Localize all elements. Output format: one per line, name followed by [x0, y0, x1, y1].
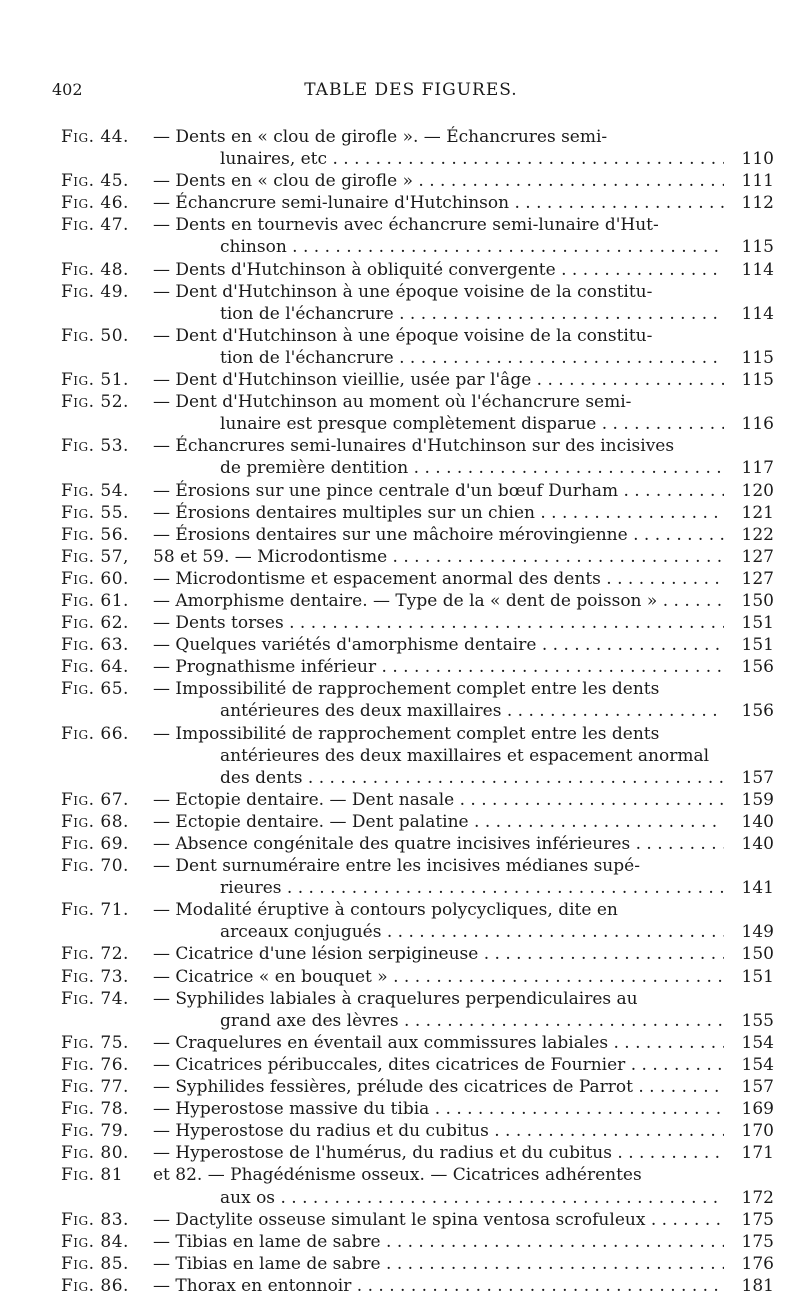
page-reference: 115 [741, 347, 774, 368]
page-reference: 115 [741, 370, 774, 391]
entry-caption: — Cicatrice « en bouquet » . . . [153, 966, 724, 988]
entry-line [61, 1054, 774, 1076]
figure-label: Fig. 62. [61, 613, 129, 634]
entry-line [61, 435, 774, 457]
entry-caption: — Hyperostose de l'humérus, du radius et du cubitus . . . [153, 1142, 724, 1164]
page-reference: 176 [741, 1253, 774, 1274]
entry-caption: — Dents en « clou de girofle ». — Échancrures semi- [153, 127, 608, 147]
entry-line [61, 1209, 774, 1231]
figure-entry [61, 1120, 774, 1142]
entry-caption: — Impossibilité de rapprochement complet entre les dents [153, 723, 660, 744]
page-reference: 169 [741, 1099, 774, 1120]
entry-caption: — Dent d'Hutchinson à une époque voisine de la constitu- [153, 325, 653, 346]
entry-caption: 58 et 59. — Microdontisme . . . [153, 546, 724, 568]
entry-caption: — Érosions dentaires sur une mâchoire mérovingienne . . . [153, 524, 724, 546]
page-reference: 156 [741, 701, 774, 722]
entry-caption: — Microdontisme et espacement anormal des dents . . . [153, 568, 724, 590]
entry-line [61, 303, 774, 325]
page-reference: 111 [741, 171, 774, 192]
figure-entry [61, 789, 774, 811]
entry-line [61, 214, 774, 236]
figure-label: Fig. 47. [61, 215, 129, 236]
entry-caption: — Tibias en lame de sabre . . . [153, 1231, 724, 1253]
entry-caption: — Dent d'Hutchinson au moment où l'échancrure semi- [153, 392, 632, 413]
figure-entry [61, 1209, 774, 1231]
entry-caption: — Dents torses . . . [153, 612, 724, 634]
page-reference: 151 [741, 635, 774, 656]
figure-entry [61, 369, 774, 391]
page-reference: 157 [741, 1077, 774, 1098]
page-reference: 175 [741, 1209, 774, 1230]
entry-line [61, 1032, 774, 1054]
page-reference: 181 [741, 1275, 774, 1296]
entry-line [61, 1120, 774, 1142]
entry-line [61, 1275, 774, 1297]
entry-caption: — Modalité éruptive à contours polycycliques, dite en [153, 900, 618, 921]
entry-caption: — Absence congénitale des quatre incisives inférieures . . . [153, 833, 724, 855]
figure-entry [61, 612, 774, 634]
page-reference: 149 [741, 922, 774, 943]
entry-line [61, 568, 774, 590]
entry-line [61, 877, 774, 899]
entry-line [61, 700, 774, 722]
page-reference: 172 [741, 1187, 774, 1208]
figure-entry [61, 855, 774, 899]
figure-label: Fig. 53. [61, 436, 129, 457]
page-reference: 141 [741, 878, 774, 899]
entry-line [61, 148, 774, 170]
entry-line [61, 656, 774, 678]
figure-entry [61, 524, 774, 546]
figure-list [61, 126, 774, 1297]
entry-line [61, 767, 774, 789]
entry-line [61, 1187, 774, 1209]
page-reference: 151 [741, 966, 774, 987]
figure-label: Fig. 75. [61, 1032, 129, 1053]
figure-entry [61, 170, 774, 192]
entry-line [61, 347, 774, 369]
page-reference: 140 [741, 811, 774, 832]
entry-line [61, 745, 774, 767]
entry-line [61, 634, 774, 656]
entry-line [61, 413, 774, 435]
figure-label: Fig. 70. [61, 856, 129, 877]
entry-line [61, 170, 774, 192]
entry-caption: — Hyperostose du radius et du cubitus . . . [153, 1120, 724, 1142]
entry-caption: — Érosions dentaires multiples sur un chien . . . [153, 502, 724, 524]
page-header [52, 80, 770, 104]
figure-label: Fig. 76. [61, 1054, 129, 1075]
figure-entry [61, 1098, 774, 1120]
entry-caption: — Ectopie dentaire. — Dent palatine . . . [153, 811, 724, 833]
entry-caption: — Prognathisme inférieur . . . [153, 656, 724, 678]
entry-line [61, 678, 774, 700]
entry-caption: aux os . . . [220, 1187, 724, 1209]
figure-entry [61, 1076, 774, 1098]
entry-caption: tion de l'échancrure . . . [220, 303, 724, 325]
page-reference: 150 [741, 590, 774, 611]
figure-label: Fig. 63. [61, 635, 129, 656]
entry-line [61, 1076, 774, 1098]
figure-entry [61, 1231, 774, 1253]
figure-entry [61, 656, 774, 678]
figure-entry [61, 1253, 774, 1275]
figure-entry [61, 634, 774, 656]
page-number: 402 [52, 80, 83, 99]
page-reference: 112 [741, 193, 774, 214]
figure-label: Fig. 57, [61, 546, 129, 567]
entry-caption: — Érosions sur une pince centrale d'un bœuf Durham . . . [153, 480, 724, 502]
figure-label: Fig. 44. [61, 127, 129, 147]
entry-line [61, 236, 774, 258]
figure-label: Fig. 71. [61, 900, 129, 921]
entry-caption: — Tibias en lame de sabre . . . [153, 1253, 724, 1275]
figure-entry [61, 943, 774, 965]
figure-label: Fig. 79. [61, 1121, 129, 1142]
entry-caption: — Thorax en entonnoir . . . [153, 1275, 724, 1297]
page-reference: 114 [741, 303, 774, 324]
page-reference: 116 [741, 414, 774, 435]
figure-label: Fig. 46. [61, 193, 129, 214]
entry-line [61, 1164, 774, 1186]
entry-caption: et 82. — Phagédénisme osseux. — Cicatrices adhérentes [153, 1165, 642, 1186]
entry-caption: — Dent d'Hutchinson à une époque voisine de la constitu- [153, 281, 653, 302]
page-reference: 150 [741, 944, 774, 965]
figure-label: Fig. 55. [61, 502, 129, 523]
entry-line [61, 391, 774, 413]
figure-entry [61, 899, 774, 943]
entry-line [61, 855, 774, 877]
entry-caption: — Ectopie dentaire. — Dent nasale . . . [153, 789, 724, 811]
entry-line [61, 943, 774, 965]
page-reference: 127 [741, 546, 774, 567]
figure-label: Fig. 66. [61, 723, 129, 744]
entry-caption: — Dents d'Hutchinson à obliquité convergente . . . [153, 259, 724, 281]
entry-line [61, 988, 774, 1010]
entry-line [61, 1098, 774, 1120]
entry-line [61, 1010, 774, 1032]
figure-label: Fig. 74. [61, 988, 129, 1009]
entry-caption: — Dent d'Hutchinson vieillie, usée par l'âge . . . [153, 369, 724, 391]
entry-caption: tion de l'échancrure . . . [220, 347, 724, 369]
page-reference: 122 [741, 524, 774, 545]
figure-label: Fig. 60. [61, 568, 129, 589]
figure-entry [61, 192, 774, 214]
entry-caption: de première dentition . . . [220, 457, 724, 479]
figure-label: Fig. 80. [61, 1143, 129, 1164]
page-reference: 157 [741, 767, 774, 788]
entry-caption: — Craquelures en éventail aux commissures labiales . . . [153, 1032, 724, 1054]
figure-entry [61, 391, 774, 435]
entry-line [61, 325, 774, 347]
page-reference: 120 [741, 480, 774, 501]
entry-line [61, 921, 774, 943]
entry-caption: — Échancrure semi-lunaire d'Hutchinson . . . [153, 192, 724, 214]
entry-line [61, 590, 774, 612]
figure-entry [61, 325, 774, 369]
page-reference: 175 [741, 1231, 774, 1252]
figure-label: Fig. 50. [61, 325, 129, 346]
figure-entry [61, 126, 774, 170]
page-reference: 127 [741, 568, 774, 589]
figure-label: Fig. 64. [61, 657, 129, 678]
entry-line [61, 1231, 774, 1253]
entry-line [61, 833, 774, 855]
figure-entry [61, 811, 774, 833]
page-reference: 114 [741, 259, 774, 280]
entry-caption: des dents . . . [220, 767, 724, 789]
entry-caption: — Hyperostose massive du tibia . . . [153, 1098, 724, 1120]
page-reference: 159 [741, 789, 774, 810]
figure-label: Fig. 54. [61, 480, 129, 501]
entry-line [61, 126, 774, 148]
figure-entry [61, 281, 774, 325]
entry-line [61, 899, 774, 921]
figure-label: Fig. 77. [61, 1077, 129, 1098]
entry-line [61, 1253, 774, 1275]
page-reference: 170 [741, 1121, 774, 1142]
figure-entry [61, 966, 774, 988]
entry-line [61, 723, 774, 745]
entry-caption: — Dents en tournevis avec échancrure semi-lunaire d'Hut- [153, 215, 659, 236]
entry-caption: — Syphilides fessières, prélude des cicatrices de Parrot . . . [153, 1076, 724, 1098]
figure-label: Fig. 68. [61, 811, 129, 832]
figure-label: Fig. 73. [61, 966, 129, 987]
figure-entry [61, 435, 774, 479]
entry-caption: — Amorphisme dentaire. — Type de la « dent de poisson » . . . [153, 590, 724, 612]
figure-entry [61, 988, 774, 1032]
entry-line [61, 480, 774, 502]
page-reference: 155 [741, 1010, 774, 1031]
figure-label: Fig. 67. [61, 789, 129, 810]
figure-label: Fig. 84. [61, 1231, 129, 1252]
figure-label: Fig. 48. [61, 259, 129, 280]
entry-caption: rieures . . . [220, 877, 724, 899]
figure-label: Fig. 45. [61, 171, 129, 192]
figure-entry [61, 723, 774, 789]
entry-line [61, 502, 774, 524]
entry-caption: antérieures des deux maxillaires . . . [220, 700, 724, 722]
entry-caption: — Dent surnuméraire entre les incisives médianes supé- [153, 856, 640, 877]
figure-entry [61, 1032, 774, 1054]
entry-line [61, 192, 774, 214]
figure-entry [61, 590, 774, 612]
page-reference: 121 [741, 502, 774, 523]
entry-line [61, 524, 774, 546]
figure-entry [61, 214, 774, 258]
running-title: TABLE DES FIGURES. [304, 80, 518, 100]
entry-caption: — Impossibilité de rapprochement complet entre les dents [153, 679, 660, 700]
page-reference: 140 [741, 834, 774, 854]
figure-entry [61, 833, 774, 855]
entry-line [61, 612, 774, 634]
page-reference: 154 [741, 1032, 774, 1053]
entry-caption: — Quelques variétés d'amorphisme dentaire . . . [153, 634, 724, 656]
figure-label: Fig. 72. [61, 944, 129, 965]
figure-entry [61, 1142, 774, 1164]
page-reference: 154 [741, 1054, 774, 1075]
entry-line [61, 281, 774, 303]
figure-entry [61, 502, 774, 524]
figure-entry [61, 259, 774, 281]
entry-caption: chinson . . . [220, 236, 724, 258]
page-reference: 156 [741, 657, 774, 678]
page-reference: 117 [741, 458, 774, 479]
figure-entry [61, 568, 774, 590]
entry-caption: — Dactylite osseuse simulant le spina ventosa scrofuleux . . . [153, 1209, 724, 1231]
entry-line [61, 1142, 774, 1164]
figure-label: Fig. 52. [61, 392, 129, 413]
entry-caption: arceaux conjugués . . . [220, 921, 724, 943]
entry-caption: — Échancrures semi-lunaires d'Hutchinson sur des incisives [153, 436, 675, 457]
entry-caption: — Dents en « clou de girofle » . . . [153, 170, 724, 192]
figure-entry [61, 1054, 774, 1076]
entry-line [61, 457, 774, 479]
entry-line [61, 546, 774, 568]
figure-label: Fig. 49. [61, 281, 129, 302]
figure-label: Fig. 81 [61, 1165, 124, 1186]
figure-entry [61, 546, 774, 568]
figure-label: Fig. 51. [61, 370, 129, 391]
page-reference: 115 [741, 237, 774, 258]
figure-label: Fig. 56. [61, 524, 129, 545]
entry-caption: antérieures des deux maxillaires et espacement anormal [220, 745, 710, 766]
figure-label: Fig. 69. [61, 834, 129, 854]
figure-entry [61, 1164, 774, 1208]
entry-line [61, 789, 774, 811]
figure-entry [61, 480, 774, 502]
entry-caption: lunaire est presque complètement disparue . . . [220, 413, 724, 435]
figure-label: Fig. 61. [61, 590, 129, 611]
entry-line [61, 811, 774, 833]
figure-label: Fig. 78. [61, 1099, 129, 1120]
figure-label: Fig. 85. [61, 1253, 129, 1274]
entry-line [61, 966, 774, 988]
page-reference: 110 [741, 149, 774, 170]
figure-label: Fig. 86. [61, 1275, 129, 1296]
figure-label: Fig. 65. [61, 679, 129, 700]
entry-caption: — Cicatrices péribuccales, dites cicatrices de Fournier . . . [153, 1054, 724, 1076]
figure-entry [61, 678, 774, 722]
entry-caption: grand axe des lèvres . . . [220, 1010, 724, 1032]
figure-label: Fig. 83. [61, 1209, 129, 1230]
entry-caption: — Cicatrice d'une lésion serpigineuse . . . [153, 943, 724, 965]
entry-caption: — Syphilides labiales à craquelures perpendiculaires au [153, 988, 638, 1009]
page-reference: 151 [741, 613, 774, 634]
entry-line [61, 259, 774, 281]
figure-entry [61, 1275, 774, 1297]
entry-line [61, 369, 774, 391]
entry-caption: lunaires, etc . . . [220, 148, 724, 170]
page-reference: 171 [741, 1143, 774, 1164]
